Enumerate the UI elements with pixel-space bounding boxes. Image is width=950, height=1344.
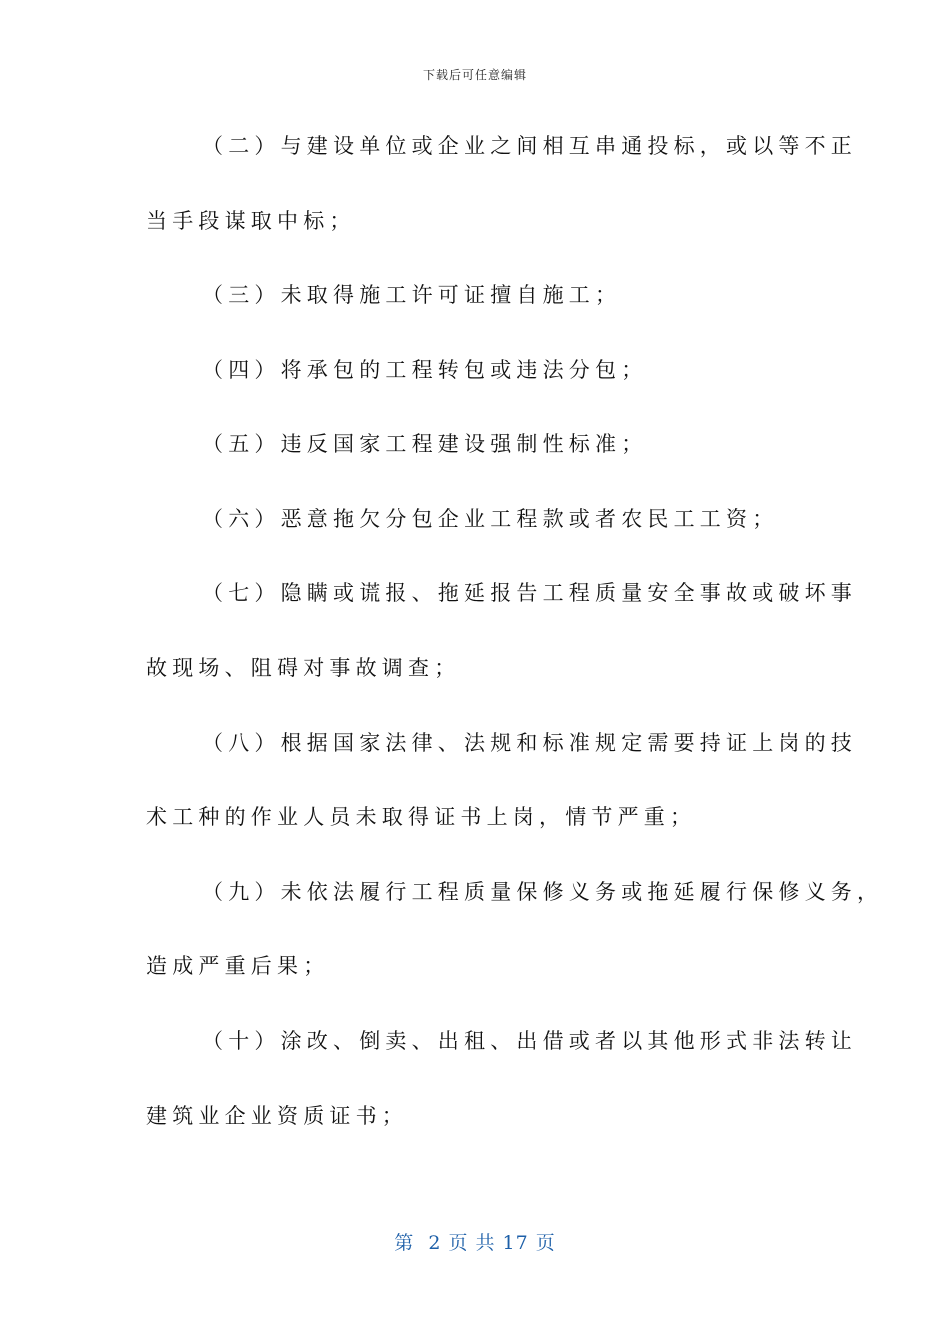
paragraph-line: （十）涂改、倒卖、出租、出借或者以其他形式非法转让 [202, 1029, 857, 1053]
paragraph-line: （六）恶意拖欠分包企业工程款或者农民工工资； [202, 507, 779, 531]
paragraph-line: 建筑业企业资质证书； [146, 1104, 408, 1128]
page-header: 下载后可任意编辑 [422, 68, 527, 82]
paragraph-line: 故现场、阻碍对事故调查； [146, 656, 461, 680]
paragraph-line: 术工种的作业人员未取得证书上岗，情节严重； [146, 805, 697, 829]
paragraph-line: （九）未依法履行工程质量保修义务或拖延履行保修义务， [202, 880, 884, 904]
paragraph-line: （四）将承包的工程转包或违法分包； [202, 358, 648, 382]
paragraph-line: 当手段谋取中标； [146, 209, 356, 233]
paragraph-line: （三）未取得施工许可证擅自施工； [202, 283, 622, 307]
paragraph-line: （二）与建设单位或企业之间相互串通投标，或以等不正 [202, 134, 857, 158]
paragraph-line: （五）违反国家工程建设强制性标准； [202, 432, 648, 456]
paragraph-line: 造成严重后果； [146, 954, 330, 978]
paragraph-line: （七）隐瞒或谎报、拖延报告工程质量安全事故或破坏事 [202, 581, 857, 605]
paragraph-line: （八）根据国家法律、法规和标准规定需要持证上岗的技 [202, 731, 857, 755]
page-number-footer: 第 2 页 共 17 页 [394, 1232, 556, 1254]
